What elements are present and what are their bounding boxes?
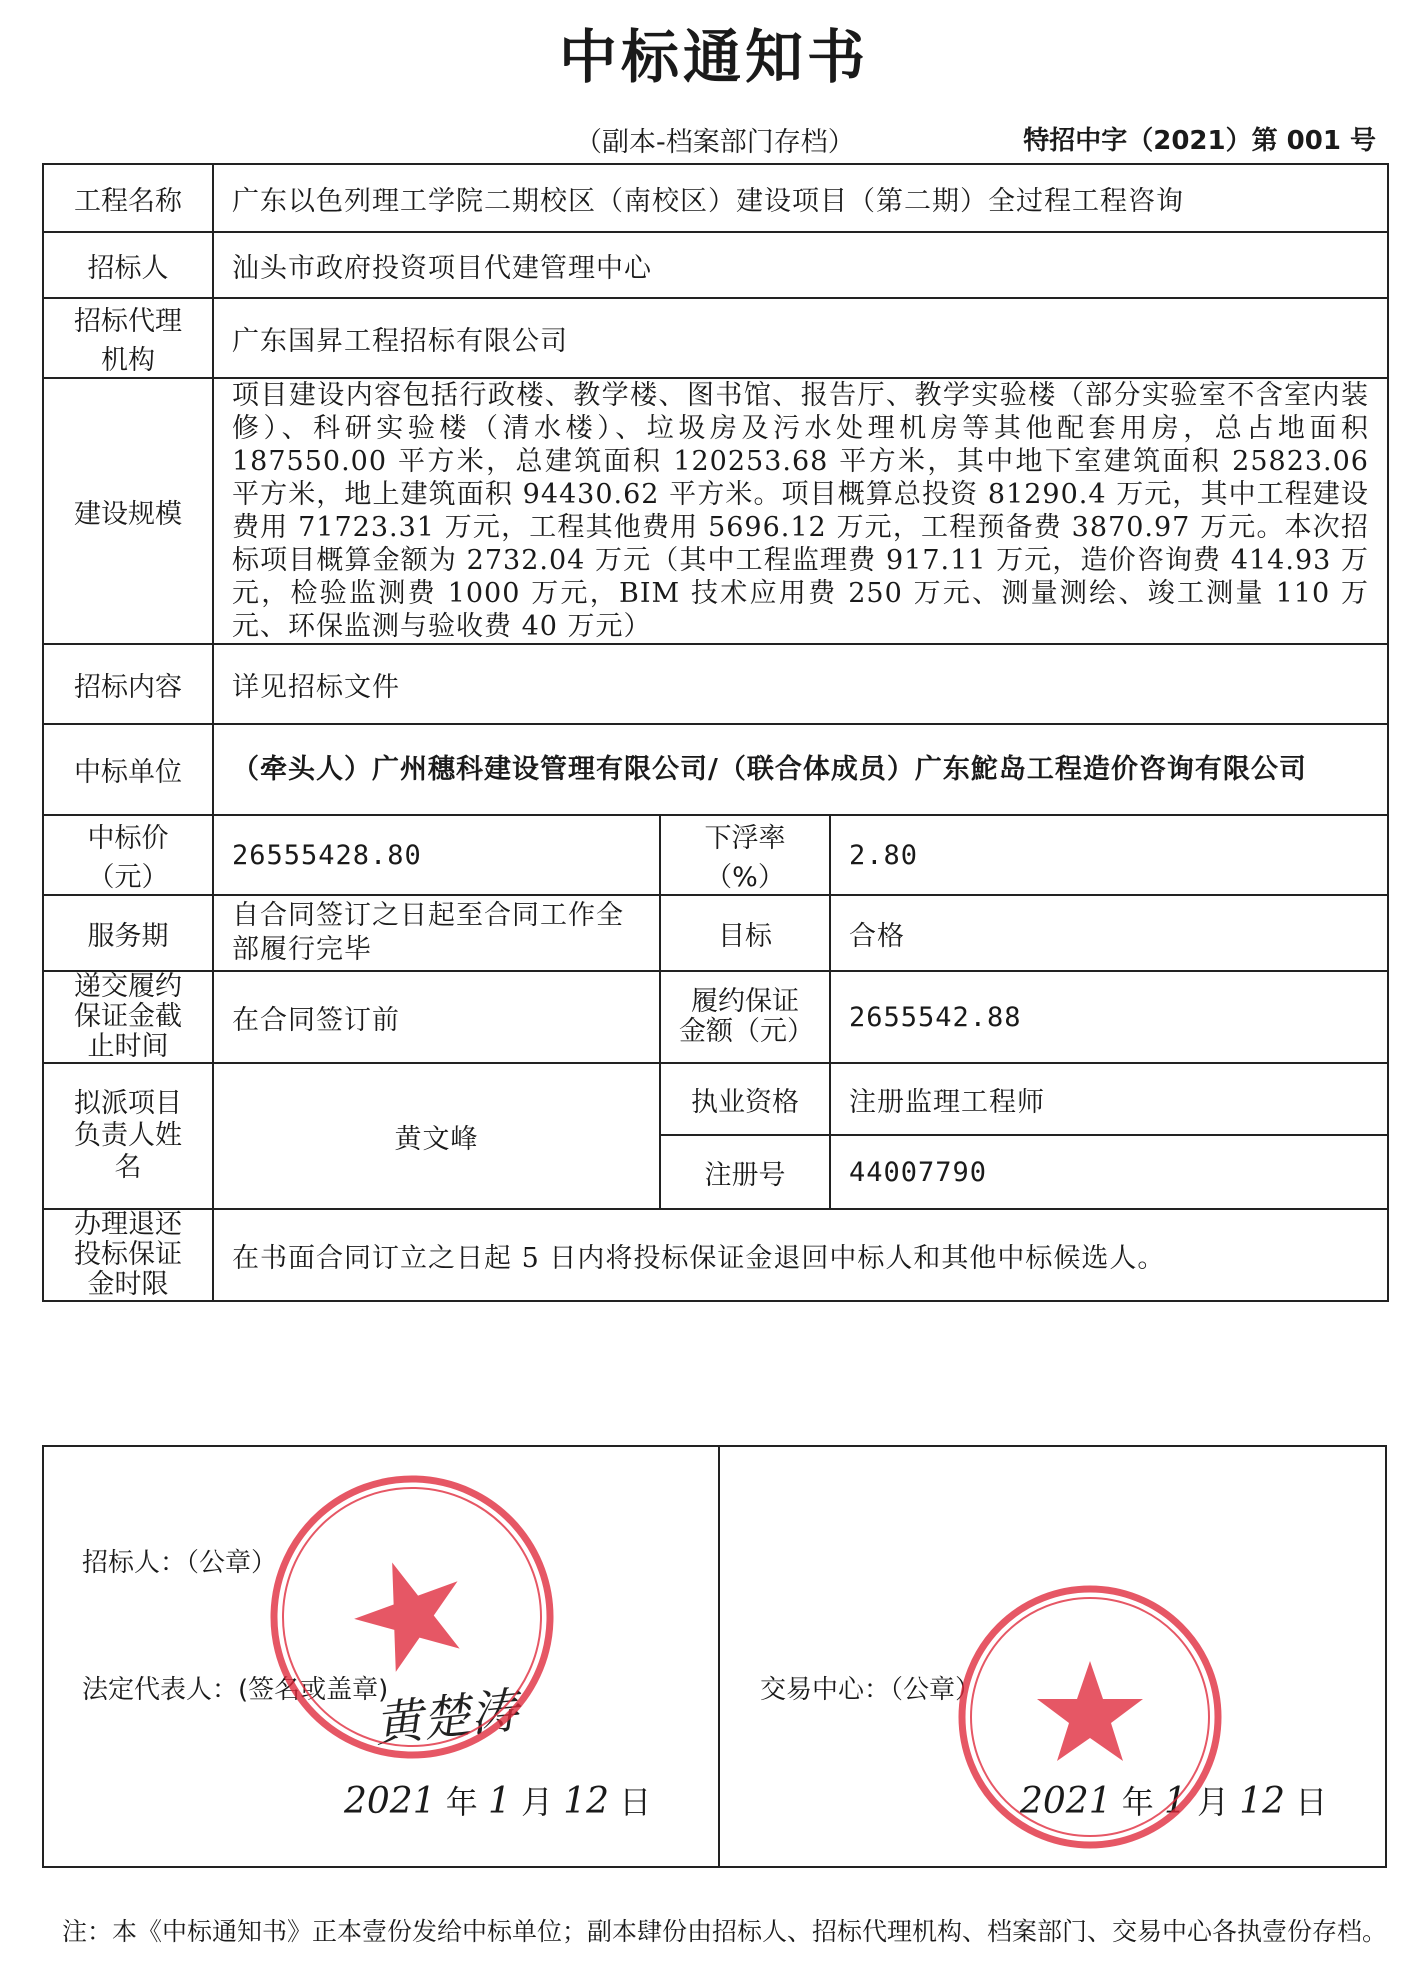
date-left-month: 1 xyxy=(487,1781,511,1822)
trading-center-official-seal xyxy=(950,1577,1230,1857)
scale-value: 项目建设内容包括行政楼、教学楼、图书馆、报告厅、教学实验楼（部分实验室不含室内装修）、科研实验楼（清水楼）、垃圾房及污水处理机房等其他配套用房，总占地面积 187550.00 平方米，总建筑面积 120253.68 平方米，其中地下室建筑面积 25823.06 平方米，地上建筑面积 94430.62 平方米。项目概算总投资 81290.4 万元，其中工程建设费用 71723.31 万元，工程其他费用 5696.12 万元，工程预备费 3870.97 万元。本次招标项目概算金额为 2732.04 万元（其中工程监理费 917.11 万元，造价咨询费 414.93 万元，检验监测费 1000 万元，BIM 技术应用费 250 万元、测量测绘、竣工测量 110 万元、环保监测与验收费 40 万元） xyxy=(213,378,1388,644)
legal-rep-label: 法定代表人：(签名或盖章) xyxy=(82,1675,389,1705)
qualification-value: 注册监理工程师 xyxy=(830,1063,1388,1135)
row-bond xyxy=(43,971,1388,1063)
tenderer-value: 汕头市政府投资项目代建管理中心 xyxy=(213,232,1388,298)
row-price xyxy=(43,815,1388,895)
row-manager-qual xyxy=(43,1063,1388,1135)
bond-amount-value: 2655542.88 xyxy=(830,971,1388,1063)
tenderer-official-seal xyxy=(262,1467,562,1767)
tenderer-signature-box xyxy=(42,1445,720,1868)
tenderer-label: 招标人 xyxy=(43,232,213,298)
registration-value: 44007790 xyxy=(830,1135,1388,1209)
row-winner xyxy=(43,724,1388,815)
date-right-month-unit: 月 xyxy=(1197,1783,1230,1821)
row-scale xyxy=(43,378,1388,644)
target-label: 目标 xyxy=(660,895,830,971)
date-left-day: 12 xyxy=(563,1781,610,1822)
agency-label: 招标代理机构 xyxy=(43,298,213,378)
project-name-value: 广东以色列理工学院二期校区（南校区）建设项目（第二期）全过程工程咨询 xyxy=(213,164,1388,232)
row-tenderer xyxy=(43,232,1388,298)
service-label: 服务期 xyxy=(43,895,213,971)
manager-label: 拟派项目负责人姓名 xyxy=(43,1063,213,1209)
copy-type: （副本-档案部门存档） xyxy=(575,127,855,158)
row-refund xyxy=(43,1209,1388,1301)
date-left-day-unit: 日 xyxy=(619,1783,652,1821)
refund-label: 办理退还投标保证金时限 xyxy=(43,1209,213,1301)
footer-note: 注：本《中标通知书》正本壹份发给中标单位；副本肆份由招标人、招标代理机构、档案部门、交易中心各执壹份存档。 xyxy=(62,1917,1388,1946)
content-value: 详见招标文件 xyxy=(213,644,1388,724)
date-right-month: 1 xyxy=(1163,1781,1187,1822)
signature-section xyxy=(42,1445,1387,1866)
row-service xyxy=(43,895,1388,971)
tenderer-seal-label: 招标人：（公章） xyxy=(82,1548,278,1578)
document-title: 中标通知书 xyxy=(558,23,869,91)
date-right-year-unit: 年 xyxy=(1121,1783,1154,1821)
winner-value: （牵头人）广州穗科建设管理有限公司/（联合体成员）广东鮀岛工程造价咨询有限公司 xyxy=(213,724,1388,815)
refund-value: 在书面合同订立之日起 5 日内将投标保证金退回中标人和其他中标候选人。 xyxy=(213,1209,1388,1301)
center-seal-label: 交易中心：（公章） xyxy=(760,1675,982,1705)
date-right-day: 12 xyxy=(1239,1781,1286,1822)
date-left-year-unit: 年 xyxy=(445,1783,478,1821)
rate-value: 2.80 xyxy=(830,815,1388,895)
winner-label: 中标单位 xyxy=(43,724,213,815)
manager-name: 黄文峰 xyxy=(213,1063,660,1209)
qualification-label: 执业资格 xyxy=(660,1063,830,1135)
notice-table xyxy=(42,163,1389,1302)
row-content xyxy=(43,644,1388,724)
agency-value: 广东国昇工程招标有限公司 xyxy=(213,298,1388,378)
date-right-year: 2021 xyxy=(1020,1781,1112,1822)
bond-amount-label: 履约保证金额（元） xyxy=(660,971,830,1063)
bond-deadline-value: 在合同签订前 xyxy=(213,971,660,1063)
date-left-year: 2021 xyxy=(344,1781,436,1822)
target-value: 合格 xyxy=(830,895,1388,971)
row-project-name xyxy=(43,164,1388,232)
date-right-day-unit: 日 xyxy=(1295,1783,1328,1821)
row-agency xyxy=(43,298,1388,378)
document-number: 特招中字（2021）第 001 号 xyxy=(1023,126,1376,156)
project-name-label: 工程名称 xyxy=(43,164,213,232)
date-left-month-unit: 月 xyxy=(521,1783,554,1821)
registration-label: 注册号 xyxy=(660,1135,830,1209)
trading-center-signature-box xyxy=(718,1445,1387,1868)
price-label: 中标价（元） xyxy=(43,815,213,895)
legal-rep-signature: 黄楚涛 xyxy=(371,1682,522,1754)
content-label: 招标内容 xyxy=(43,644,213,724)
date-left xyxy=(344,1777,651,1823)
bond-deadline-label: 递交履约保证金截止时间 xyxy=(43,971,213,1063)
service-value: 自合同签订之日起至合同工作全部履行完毕 xyxy=(213,895,660,971)
rate-label: 下浮率 （%） xyxy=(660,815,830,895)
price-value: 26555428.80 xyxy=(213,815,660,895)
scale-label: 建设规模 xyxy=(43,378,213,644)
